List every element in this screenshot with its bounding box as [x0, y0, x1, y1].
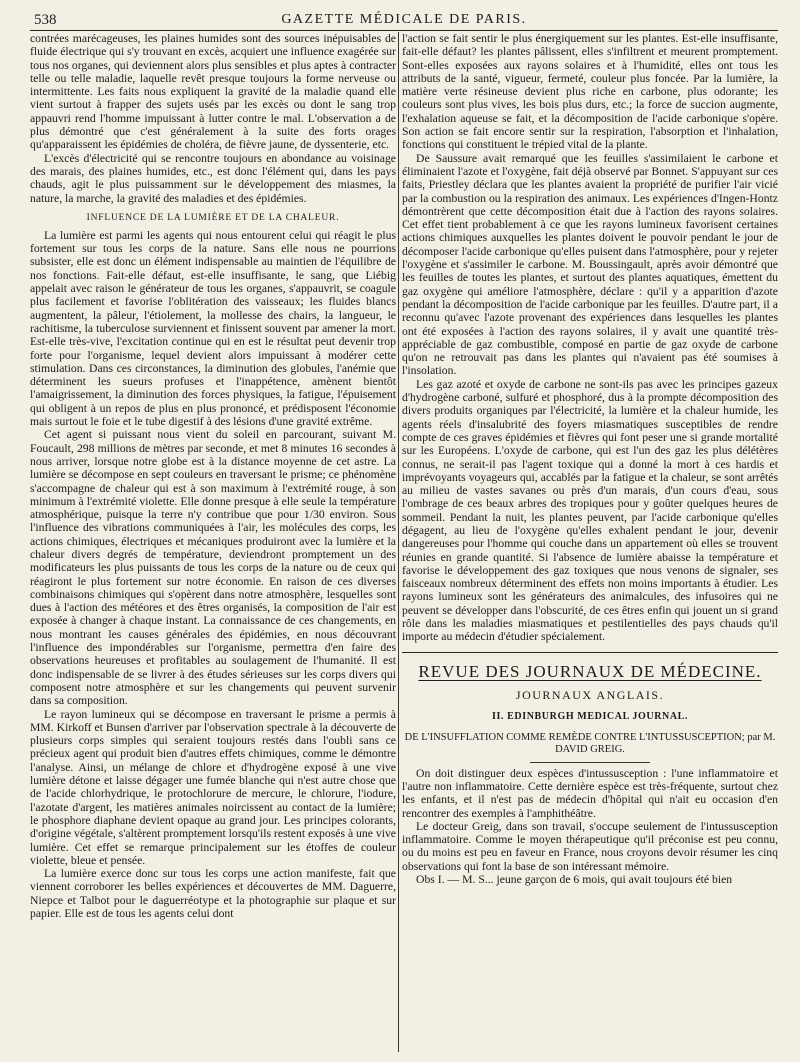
article-title: DE L'INSUFFLATION COMME REMÈDE CONTRE L'INTUSSUSCEPTION; par M. DAVID GREIG.: [404, 731, 776, 755]
paragraph: La lumière est parmi les agents qui nous entourent celui qui réagit le plus fortement sur tous les corps de la nature. Sans elle nous ne pourrions subsister, elle est donc un élément indispensable au maintien de l'équilibre de nos fonctions. Fait-elle défaut, est-elle insuffisante, le sang, que Liébig appelait avec raison le générateur de tous les organes, s'appauvrit, se coagule plus facilement et favorise l'oblitération des vaisseaux; les fluides blancs augmentent, la pâleur, l'étiolement, la mollesse des chairs, la langueur, le rachitisme, la tuberculose surviennent et finissent souvent par amener la mort. Est-elle très-vive, l'excitation continue qui en est le résultat peut devenir trop forte pour l'organisme, lequel devient alors impuissant à modérer cette stimulation. Dans ces circonstances, la diminution des globules, l'anémie que déterminent les sueurs profuses et l'inappétence, amènent bientôt l'amaigrissement, la diminution des forces physiques, la fatigue, l'épuisement qui obligent à un repos de plus en plus prononcé, et prédisposent l'économie mais surtout le foie et le tube digestif à des lésions d'une gravité extrême.: [30, 228, 396, 429]
journal-name: II. EDINBURGH MEDICAL JOURNAL.: [491, 710, 689, 722]
paragraph: contrées marécageuses, les plaines humides sont des sources inépuisables de fluide électrique qui s'y trouvant en excès, acquiert une influence exagérée sur tous nos organes, qui deviennent alors plus sensibles et plus aptes à contracter telle ou telle maladie, laquelle revêt presque toujours la forme nerveuse ou intermittente. Les faits nous expliquent la gravité de la maladie quand elle vient surtout à frapper des sujets usés par les excès ou dont le sang trop appauvri rend l'homme impuissant à lutter contre le mal. L'observation a de plus démontré que c'est généralement à la suite des forts orages qu'apparaissent les épidémies de choléra, de fièvre jaune, de dyssenterie, etc.: [30, 32, 396, 152]
paragraph: Les gaz azoté et oxyde de carbone ne sont-ils pas avec les principes gazeux d'hydrogène carboné, sulfuré et phosphoré, dus à la prompte décomposition des divers produits organiques par l'électricité, la lumière et la chaleur humide, les agents réels d'insalubrité des foyers miasmatiques susceptibles de rendre compte de ces graves épidémies et fièvres qui font peser une si grande mortalité sur les Européens. L'oxyde de carbone, qui est l'un des gaz les plus délétères connus, ne serait-il pas l'agent toxique qui a donné la mort à ces hardis et imprévoyants voyageurs qui, accablés par la fatigue et la chaleur, se sont arrêtés au milieu de vastes savanes ou près d'un marais, d'un cours d'eau, sous l'ombrage de ces beaux arbres des tropiques pour y goûter quelques heures de sommeil. Pendant la nuit, les plantes peuvent, par l'acide carbonique qu'elles dégagent, au lieu de l'oxygène qu'elles exhalent pendant le jour, devenir dangereuses pour l'homme qui couche dans un appartement où elles se trouvent réunies en grande quantité. Si l'absence de lumière abaisse la température et favorise le développement des gaz toxiques que nous venons de signaler, ses faisceaux nombreux déterminent des effets non moins importants à étudier. Les rayons lumineux sont les générateurs des animalcules, des infusoires qui ne peuvent se développer dans l'obscurité, de ces êtres enfin qui jouent un si grand rôle dans les maladies miasmatiques et pestilentielles des pays chauds qu'il importe au médecin d'étudier spécialement.: [402, 377, 778, 644]
section-heading: INFLUENCE DE LA LUMIÈRE ET DE LA CHALEUR.: [86, 212, 340, 223]
paragraph: De Saussure avait remarqué que les feuilles s'assimilaient le carbone et éliminaient l'azote et l'oxygène, fait déjà observé par Bonnet. S'appuyant sur ces faits, Priestley déclara que les plantes avaient la propriété de purifier l'air vicié par la combustion ou la respiration des animaux. Les expériences d'Ingen-Hontz démontrèrent que cette décomposition était due à l'action des rayons solaires. Cet effet tient probablement à ce que les rayons lumineux favorisent certaines actions chimiques auxquelles les plantes doivent le pouvoir pendant le jour de décomposer l'acide carbonique qu'elles puisent dans l'atmosphère, pour y rejeter l'oxygène et s'assimiler le carbone. M. Boussingault, après avoir démontré que les feuilles de toutes les plantes, et surtout des plantes aquatiques, émettent du gaz oxygène qui améliore l'atmosphère, déclare : qu'il y a apparition d'azote pendant la décomposition de l'acide carbonique par les feuilles. D'autre part, il a reconnu qu'avec l'azote provenant des expériences dans lesquelles les plantes ont été exposées à l'action des rayons solaires, il y avait une quantité très-appréciable de gaz combustible, composé en partie de gaz oxyde de carbone qu'on ne retrouvait pas dans les plantes qui n'avaient pas été soumises à l'insolation.: [402, 151, 778, 378]
left-column: [30, 32, 396, 1052]
review-section: [402, 652, 778, 887]
column-divider: [398, 32, 399, 1052]
paragraph: Obs I. — M. S... jeune garçon de 6 mois, qui avait toujours été bien: [416, 873, 733, 887]
paragraph: Cet agent si puissant nous vient du soleil en parcourant, suivant M. Foucault, 298 millions de mètres par seconde, et met 8 minutes 16 secondes à nous arriver, lorsque notre globe est à la distance moyenne de cet astre. La lumière se décompose en sept couleurs en traversant le prisme; ce phénomène s'accompagne de chaleur qui est à son maximum à l'extrémité rouge, à son minimum à l'extrémité violette. Elle donne presque à elle seule la température atmosphérique, puisque la terre n'y contribue que pour 1/30 environ. Sous l'influence des vibrations communiquées à l'air, les molécules des corps, les actions chimiques, électriques et mécaniques produiront avec la lumière et la chaleur divers degrés de température, deviendront promptement un des modificateurs les plus puissants de tous les corps de la nature ou de ceux qui réagiront le plus fortement sur notre économie. En raison de ces diverses combinaisons chimiques qui s'opèrent dans notre atmosphère, lesquelles sont dues à l'action des météores et des êtres organisés, la composition de l'air est exposée à changer à chaque instant. La connaissance de ces changements, en nous montrant les causes générales des épidémies, en nous découvrant l'influence des impondérables sur l'organisme, permettra d'en faire des observations heureuses et profitables au soulagement de l'humanité. Il est donc indispensable de se livrer à des études sérieuses sur les corps divers qui composent notre atmosphère et sur les changements qui peuvent survenir dans sa composition.: [30, 428, 396, 708]
right-column: [402, 32, 778, 1052]
journals-heading: JOURNAUX ANGLAIS.: [515, 687, 665, 702]
paragraph: l'action se fait sentir le plus énergiquement sur les plantes. Est-elle insuffisante, fait-elle défaut? les plantes pâlissent, elles s'infiltrent et meurent promptement. Sont-elles exposées aux rayons solaires et à l'humidité, elles ont tous les attributs de la santé, vigueur, fermeté, couleur plus foncée. Par la lumière, la matière verte résineuse devient plus riche en carbone, plus odorante; les couleurs sont plus vives, les bois plus durs, etc.; la force de succion augmente, l'exhalation aqueuse se fait, et la décomposition de l'acide carbonique s'opère. Son action se fait encore sentir sur la respiration, l'absorption et l'inhalation, fonctions qui constituent le trépied vital de la plante.: [402, 32, 778, 152]
paragraph: Le rayon lumineux qui se décompose en traversant le prisme a permis à MM. Kirkoff et Bunsen d'arriver par l'observation spectrale à la découverte de plusieurs corps simples qui seraient toujours restés dans l'oubli sans ce précieux agent qui produit bien d'autres effets chimiques, comme le démontre l'analyse. Ainsi, un mélange de chlore et d'hydrogène exposé à une vive lumière détone et laisse dégager une fumée blanche qui n'est autre chose que de l'acide chlorhydrique, le protochlorure de mercure, le chlorure, l'iodure, l'azotate d'argent, les matières animales noircissent au contact de la lumière; le phosphore diaphane devient opaque au grand jour. Les principes colorants, d'origine végétale, s'altèrent promptement lorsqu'ils restent exposés à une vive lumière. Cet effet se remarque principalement sur les étoffes de couleur violette, bleue et pensée.: [30, 707, 396, 867]
separator-rule: [530, 762, 650, 763]
paragraph: On doit distinguer deux espèces d'intussusception : l'une inflammatoire et l'autre non inflammatoire. Cette dernière espèce est très-fréquente, surtout chez les enfants, et il n'est pas de médecin d'hôpital qui n'ait eu occasion d'en rencontrer des exemples à l'amphithéâtre.: [402, 766, 778, 820]
page-header: [30, 8, 778, 31]
text-columns: [30, 32, 778, 1052]
paragraph: L'excès d'électricité qui se rencontre toujours en abondance au voisinage des marais, des plaines humides, etc., est donc l'élément qui, dans les pays chauds, agit le plus puissamment sur le développement des miasmes, la nature, la marche, la gravité des maladies et des épidémies.: [30, 151, 396, 205]
paragraph: La lumière exerce donc sur tous les corps une action manifeste, fait que viennent corroborer les belles expériences et découvertes de MM. Daguerre, Niepce et Talbot pour le daguerréotype et la photographie sur plaque et sur papier. Elle est de tous les agents celui dont: [30, 867, 396, 920]
page-number: 538: [34, 12, 57, 28]
running-title: GAZETTE MÉDICALE DE PARIS.: [281, 12, 527, 27]
paragraph: Le docteur Greig, dans son travail, s'occupe seulement de l'intussusception inflammatoire. Comme le moyen thérapeutique qu'il préconise est peu connu, ou du moins est peu en faveur en France, nous croyons devoir résumer les cinq observations qui font la base de son intéressant mémoire.: [402, 819, 778, 873]
review-title: REVUE DES JOURNAUX DE MÉDECINE.: [418, 661, 762, 681]
